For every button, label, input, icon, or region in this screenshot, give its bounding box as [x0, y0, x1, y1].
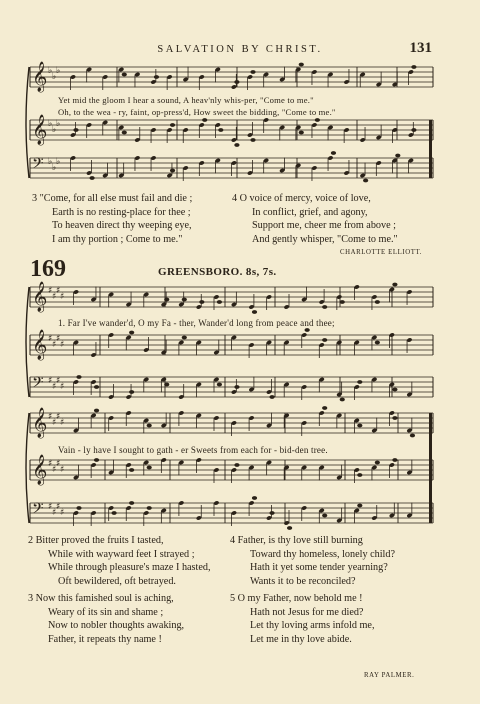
note-head	[322, 338, 327, 342]
note-head	[122, 131, 127, 135]
final-barline	[429, 120, 432, 178]
note-head	[322, 514, 327, 518]
note-head	[154, 75, 159, 79]
note-head	[218, 128, 223, 132]
key-signature: ♯	[56, 286, 61, 296]
stanza-line: Let thy loving arms infold me,	[250, 620, 375, 632]
running-head: SALVATION BY CHRIST.	[157, 44, 323, 55]
note-head	[202, 118, 207, 122]
key-signature: ♯	[48, 459, 53, 469]
hymn-lyric-line-2: Vain - ly have I sought to gath - er Sweets from each for - bid-den tree.	[58, 445, 328, 455]
note-head	[170, 123, 175, 127]
note-head	[73, 128, 78, 132]
stanza-line: 3 Now this famished soul is aching,	[28, 593, 174, 604]
stanza-line: To heaven direct thy weeping eye,	[52, 220, 192, 232]
treble-clef: 𝄞	[32, 282, 48, 312]
note-head	[411, 65, 416, 69]
key-signature: ♯	[52, 340, 57, 350]
prev-hymn-lyric-line-1: Yet mid the gloom I hear a sound, A heav'nly whis-per, "Come to me."	[58, 95, 314, 105]
key-signature: ♯	[56, 376, 61, 386]
note-head	[299, 131, 304, 135]
stanza-2	[28, 534, 211, 588]
key-signature: ♯	[60, 382, 65, 392]
stanza-line: Hath not Jesus for me died?	[250, 606, 364, 618]
note-head	[76, 506, 81, 510]
note-head	[164, 383, 169, 387]
stanza-line: Let me in thy love abide.	[250, 633, 352, 645]
note-head	[392, 416, 397, 420]
note-head	[340, 300, 345, 304]
treble-clef: 𝄞	[32, 62, 48, 92]
key-signature: ♯	[48, 286, 53, 296]
key-signature: ♯	[48, 502, 53, 512]
note-head	[234, 385, 239, 389]
note-head	[287, 526, 292, 530]
note-head	[89, 176, 94, 180]
note-head	[392, 388, 397, 392]
key-signature: ♯	[52, 292, 57, 302]
note-head	[269, 395, 274, 399]
stanza-line: And gently whisper, "Come to me."	[252, 233, 398, 245]
note-head	[392, 458, 397, 462]
stanza-line: Earth is no resting-place for thee ;	[52, 206, 191, 218]
note-head	[252, 310, 257, 314]
prev-hymn-author: CHARLOTTE ELLIOTT.	[340, 249, 423, 256]
hymn-lyric-line-1: 1. Far I've wander'd, O my Fa - ther, Wander'd long from peace and thee;	[58, 318, 335, 328]
stanza-line: 4 Father, is thy love still burning	[230, 535, 363, 546]
key-signature: ♭	[48, 157, 53, 167]
note-head	[234, 80, 239, 84]
bass-clef: 𝄢	[32, 155, 44, 176]
key-signature: ♯	[60, 418, 65, 428]
stanza-3	[28, 592, 184, 646]
key-signature: ♭	[52, 125, 57, 135]
key-signature: ♭	[56, 119, 61, 129]
system-bracket	[26, 67, 29, 178]
treble-clef: 𝄞	[32, 115, 48, 145]
note-head	[250, 70, 255, 74]
note-head	[410, 434, 415, 438]
note-head	[375, 341, 380, 345]
note-head	[250, 138, 255, 142]
note-head	[234, 143, 239, 147]
page-number: 131	[409, 40, 432, 56]
key-signature: ♯	[52, 465, 57, 475]
note-head	[76, 375, 81, 379]
note-head	[322, 406, 327, 410]
note-head	[340, 398, 345, 402]
key-signature: ♯	[56, 502, 61, 512]
note-head	[129, 390, 134, 394]
stanza-line: Weary of its sin and shame ;	[48, 606, 164, 618]
key-signature: ♯	[56, 412, 61, 422]
stanza-line: I am thy portion ; Come to me."	[52, 233, 183, 245]
note-head	[331, 151, 336, 155]
note-head	[392, 283, 397, 287]
key-signature: ♯	[48, 412, 53, 422]
note-head	[357, 504, 362, 508]
stanza-line: 3 "Come, for all else must fail and die ;	[32, 193, 193, 204]
treble-clef: 𝄞	[32, 330, 48, 360]
stanza-line: Father, it repeats thy name !	[48, 633, 162, 645]
key-signature: ♯	[56, 334, 61, 344]
stanza-5	[230, 592, 375, 646]
key-signature: ♯	[48, 376, 53, 386]
note-head	[299, 63, 304, 67]
note-head	[357, 380, 362, 384]
treble-clef: 𝄞	[32, 455, 48, 485]
note-head	[357, 424, 362, 428]
stanza-line: Now to nobler thoughts awaking,	[48, 620, 185, 632]
stanza-line: While through pleasure's maze I hasted,	[48, 562, 211, 574]
note-head	[182, 336, 187, 340]
key-signature: ♭	[52, 163, 57, 173]
stanza-line: Toward thy homeless, lonely child?	[250, 548, 395, 560]
stanza-line: 5 O my Father, now behold me !	[230, 593, 363, 604]
hymn-number: 169	[30, 256, 66, 282]
stanza-line: 4 O voice of mercy, voice of love,	[232, 193, 371, 204]
stanza-line: Oft bewildered, oft betrayed.	[58, 575, 176, 587]
system-bracket	[26, 413, 29, 523]
note-head	[112, 511, 117, 515]
note-head	[147, 424, 152, 428]
note-head	[129, 501, 134, 505]
prev-stanza-3	[32, 192, 192, 246]
stanza-line: Support me, cheer me from above ;	[252, 220, 396, 232]
note-head	[129, 331, 134, 335]
note-head	[375, 300, 380, 304]
note-head	[315, 118, 320, 122]
key-signature: ♯	[60, 465, 65, 475]
note-head	[305, 328, 310, 332]
hymn-author: RAY PALMER.	[364, 672, 415, 679]
key-signature: ♯	[52, 508, 57, 518]
prev-stanza-4	[232, 192, 398, 246]
note-head	[199, 300, 204, 304]
key-signature: ♯	[60, 340, 65, 350]
key-signature: ♭	[56, 66, 61, 76]
note-head	[182, 298, 187, 302]
stanza-line: In conflict, grief, and agony,	[252, 206, 368, 218]
note-head	[147, 506, 152, 510]
note-head	[395, 154, 400, 158]
note-head	[411, 128, 416, 132]
note-head	[322, 305, 327, 309]
key-signature: ♯	[56, 459, 61, 469]
stanza-4	[230, 534, 395, 588]
note-head	[122, 73, 127, 77]
note-head	[94, 409, 99, 413]
note-head	[269, 511, 274, 515]
prev-hymn-lyric-line-2: Oh, to the wea - ry, faint, op-press'd, How sweet the bidding, "Come to me."	[58, 107, 336, 117]
key-signature: ♭	[52, 72, 57, 82]
note-head	[94, 385, 99, 389]
note-head	[363, 179, 368, 183]
key-signature: ♯	[52, 382, 57, 392]
note-head	[252, 496, 257, 500]
note-head	[375, 461, 380, 465]
note-head	[129, 468, 134, 472]
note-head	[357, 473, 362, 477]
key-signature: ♭	[56, 157, 61, 167]
stanza-line: Hath it yet some tender yearning?	[250, 562, 388, 574]
note-head	[217, 300, 222, 304]
note-head	[94, 458, 99, 462]
key-signature: ♭	[48, 66, 53, 76]
note-head	[147, 466, 152, 470]
key-signature: ♯	[60, 292, 65, 302]
stanza-line: While with wayward feet I strayed ;	[48, 548, 195, 560]
stanza-line: 2 Bitter proved the fruits I tasted,	[28, 535, 164, 546]
treble-clef: 𝄞	[32, 408, 48, 438]
final-barline	[429, 413, 432, 523]
bass-clef: 𝄢	[32, 374, 44, 395]
note-head	[164, 298, 169, 302]
note-head	[170, 169, 175, 173]
key-signature: ♯	[48, 334, 53, 344]
note-head	[217, 383, 222, 387]
system-bracket	[26, 287, 29, 397]
key-signature: ♯	[60, 508, 65, 518]
key-signature: ♭	[48, 119, 53, 129]
key-signature: ♯	[52, 418, 57, 428]
stanza-line: Wants it to be reconciled?	[250, 575, 356, 587]
bass-clef: 𝄢	[32, 500, 44, 521]
note-head	[234, 463, 239, 467]
hymn-title: GREENSBORO. 8s, 7s.	[158, 266, 277, 278]
